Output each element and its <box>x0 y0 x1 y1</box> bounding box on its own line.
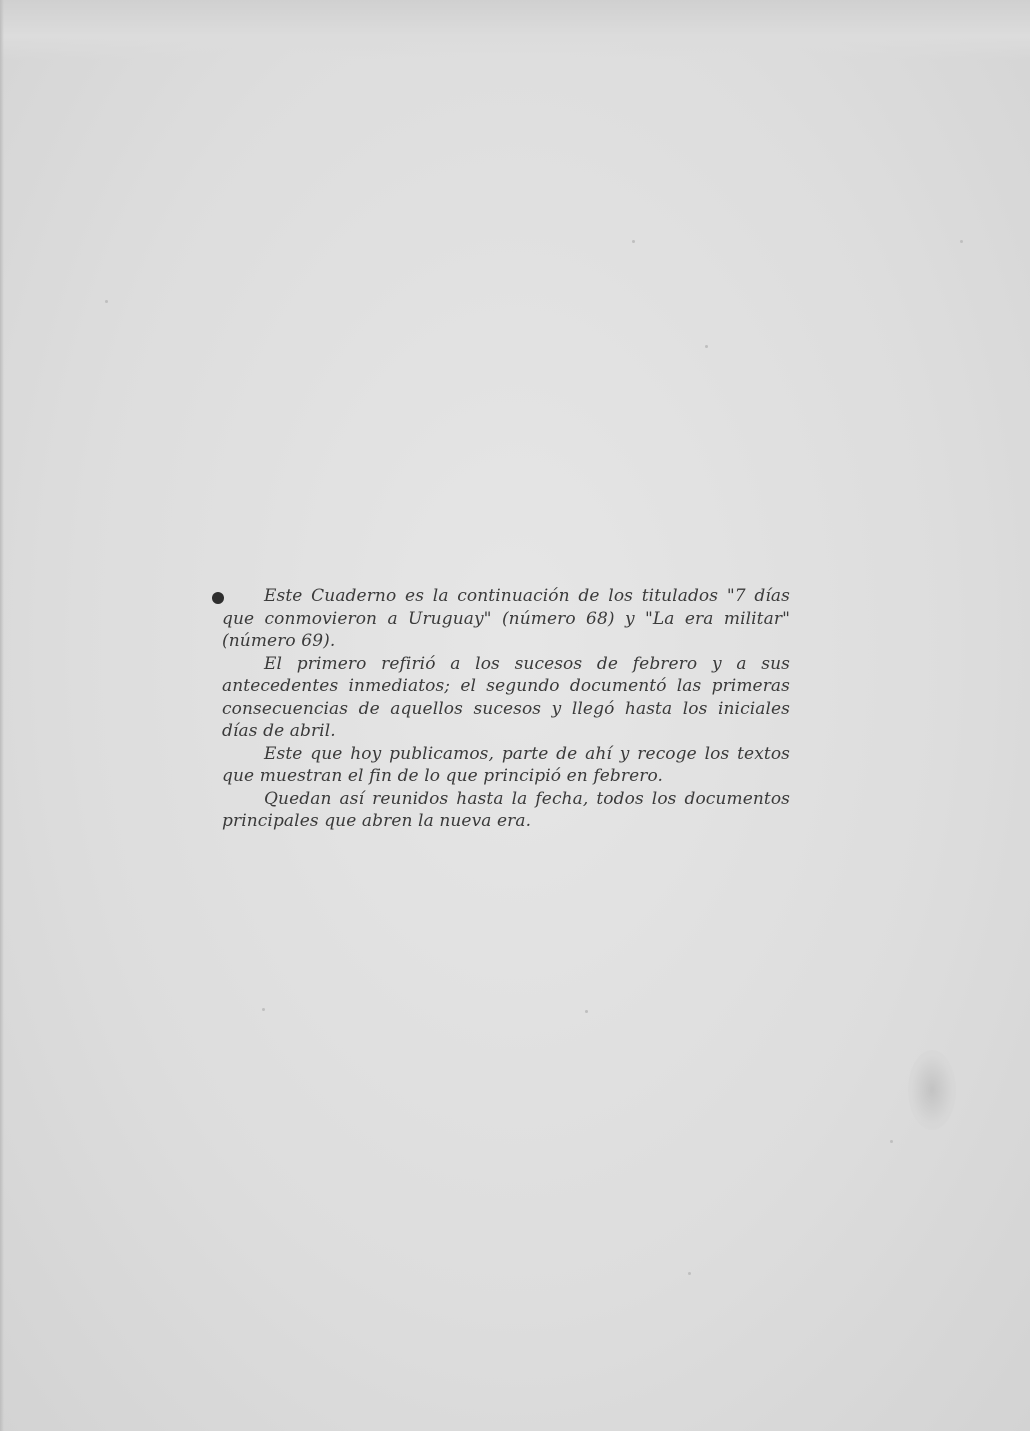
paper-speck <box>960 240 963 243</box>
paper-speck <box>585 1010 588 1013</box>
paper-speck <box>890 1140 893 1143</box>
bullet-icon <box>212 592 224 604</box>
paper-speck <box>632 240 635 243</box>
paper-stain <box>908 1050 956 1130</box>
notice-paragraph-2: El primero refirió a los sucesos de febrero y a sus antecedentes inmediatos; el segundo documentó las primeras consecuencias de aquellos sucesos y llegó hasta los iniciales días de abril. <box>222 653 790 741</box>
notice-paragraph-4: Quedan así reunidos hasta la fecha, todos los documentos principales que abren la nueva era. <box>222 788 790 831</box>
paper-speck <box>262 1008 265 1011</box>
notice-paragraph-1: Este Cuaderno es la continuación de los titulados "7 días que conmovieron a Uruguay" (número 68) y "La era militar" (número 69). <box>222 586 790 651</box>
paper-speck <box>705 345 708 348</box>
page-top-shadow <box>0 0 1030 60</box>
paper-speck <box>105 300 108 303</box>
editorial-notice <box>222 585 790 833</box>
page-left-edge <box>0 0 4 1431</box>
notice-paragraph-3: Este que hoy publicamos, parte de ahí y recoge los textos que muestran el fin de lo que principió en febrero. <box>222 743 790 786</box>
paper-speck <box>688 1272 691 1275</box>
